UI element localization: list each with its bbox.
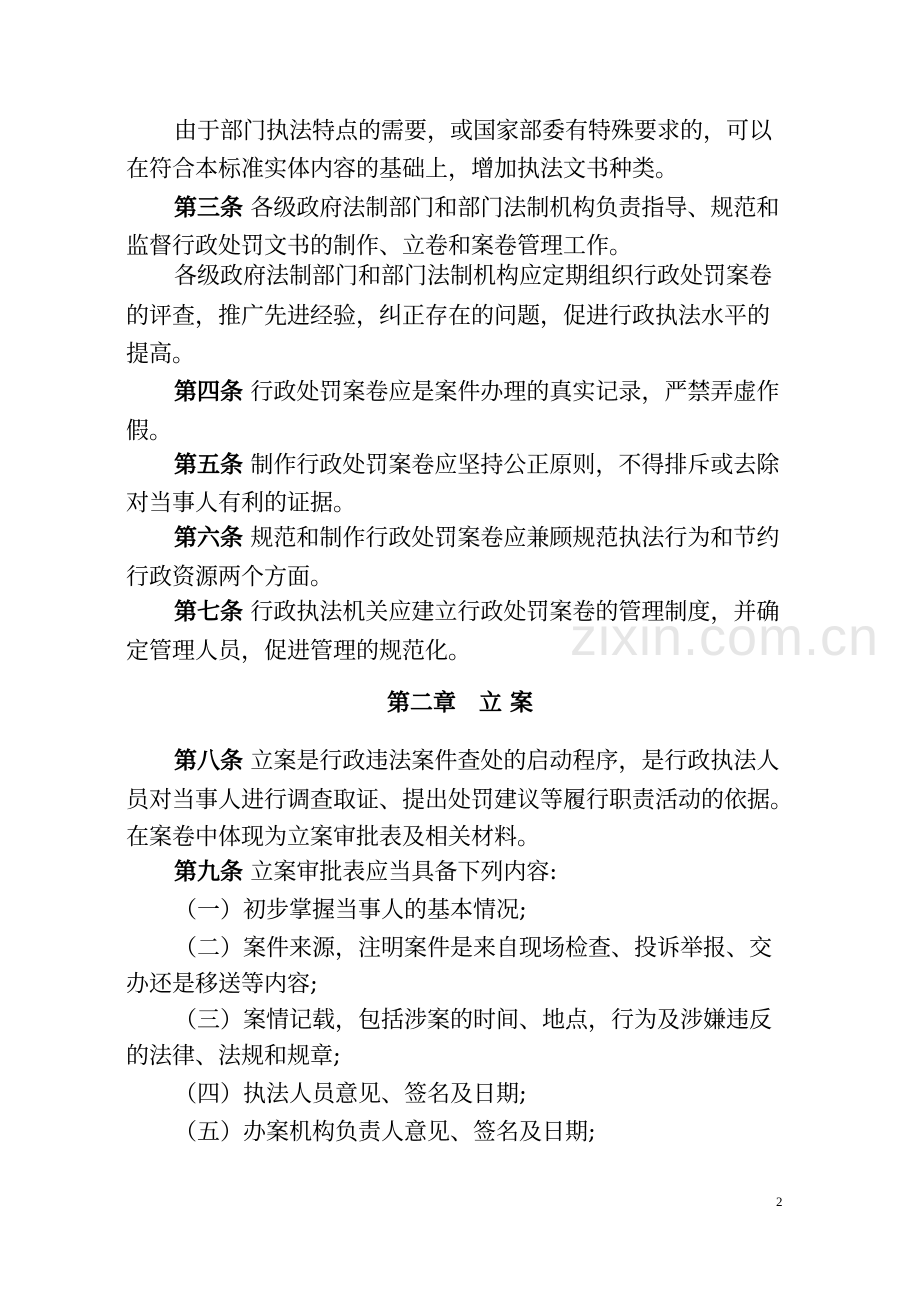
article-title: 第四条 [174,379,243,405]
article-line [174,197,779,220]
article-line [174,861,557,884]
article-text: 制作行政处罚案卷应坚持公正原则，不得排斥或去除 [250,452,780,478]
paragraph-line: 在符合本标准实体内容的基础上，增加执法文书种类。 [126,156,678,182]
article-line [174,381,779,404]
paragraph-line: 监督行政处罚文书的制作、立卷和案卷管理工作。 [126,233,632,259]
article-title: 第七条 [174,599,243,625]
paragraph-line: 提高。 [126,341,195,367]
chapter-heading: 第二章 立 案 [386,690,533,716]
list-item: （二）案件来源，注明案件是来自现场检查、投诉举报、交 [174,935,772,961]
article-line [174,601,779,624]
paragraph-line: 由于部门执法特点的需要，或国家部委有特殊要求的，可以 [174,118,772,144]
paragraph-line: 的评查，推广先进经验，纠正存在的问题，促进行政执法水平的 [126,303,770,329]
article-line [174,527,779,550]
article-text: 规范和制作行政处罚案卷应兼顾规范执法行为和节约 [250,525,780,551]
article-line [174,750,779,773]
paragraph-line: 对当事人有利的证据。 [126,490,356,516]
article-text: 各级政府法制部门和部门法制机构负责指导、规范和 [250,195,780,221]
list-item: （三）案情记载，包括涉案的时间、地点，行为及涉嫌违反 [174,1007,772,1033]
list-item: （四）执法人员意见、签名及日期; [174,1081,527,1107]
article-title: 第五条 [174,452,243,478]
article-title: 第九条 [174,859,243,885]
paragraph-line: 假。 [126,418,172,444]
article-line [174,454,779,477]
article-title: 第三条 [174,195,243,221]
article-title: 第八条 [174,748,243,774]
list-item: （一）初步掌握当事人的基本情况; [174,897,527,923]
article-title: 第六条 [174,525,243,551]
article-text: 行政处罚案卷应是案件办理的真实记录，严禁弄虚作 [250,379,780,405]
paragraph-line: 定管理人员，促进管理的规范化。 [126,638,471,664]
paragraph-line: 行政资源两个方面。 [126,564,333,590]
article-text: 立案审批表应当具备下列内容: [250,859,558,885]
paragraph-line: 在案卷中体现为立案审批表及相关材料。 [126,824,540,850]
article-text: 行政执法机关应建立行政处罚案卷的管理制度，并确 [250,599,780,625]
paragraph-line: 员对当事人进行调查取证、提出处罚建议等履行职责活动的依据。 [126,787,793,813]
paragraph-line: 各级政府法制部门和部门法制机构应定期组织行政处罚案卷 [174,263,772,289]
article-text: 立案是行政违法案件查处的启动程序，是行政执法人 [250,748,780,774]
page-number: 2 [776,1194,783,1209]
list-item: （五）办案机构负责人意见、签名及日期; [174,1119,596,1145]
watermark: zixin.com.cn [570,607,880,667]
paragraph-line: 办还是移送等内容; [126,971,318,997]
paragraph-line: 的法律、法规和规章; [126,1043,341,1069]
